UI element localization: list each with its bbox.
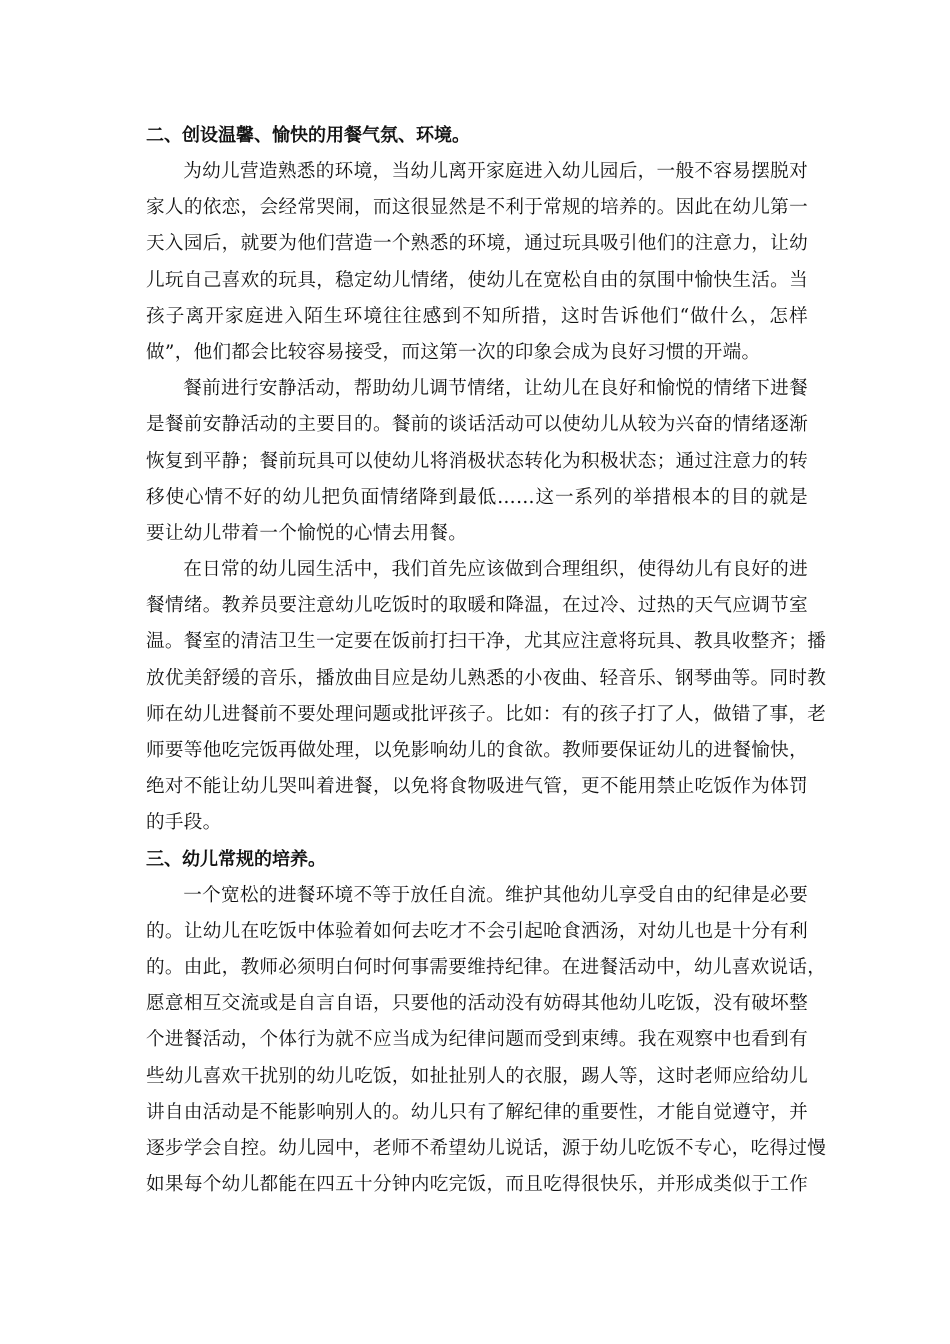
section-heading-3: 三、幼儿常规的培养。 xyxy=(146,848,326,870)
text-line: 愿意相互交流或是自言自语，只要他的活动没有妨碍其他幼儿吃饭，没有破坏整 xyxy=(146,993,808,1015)
text-line: 要让幼儿带着一个愉悦的心情去用餐。 xyxy=(146,522,468,544)
text-line: 温。餐室的清洁卫生一定要在饭前打扫干净，尤其应注意将玩具、教具收整齐；播 xyxy=(146,631,827,653)
text-line: 家人的依恋，会经常哭闹，而这很显然是不利于常规的培养的。因此在幼儿第一 xyxy=(146,197,808,219)
section-heading-2: 二、创设温馨、愉快的用餐气氛、环境。 xyxy=(146,125,470,146)
text-line: 移使心情不好的幼儿把负面情绪降到最低……这一系列的举措根本的目的就是 xyxy=(146,486,808,508)
text-line: 逐步学会自控。幼儿园中，老师不希望幼儿说话，源于幼儿吃饭不专心，吃得过慢 xyxy=(146,1137,827,1159)
paragraph xyxy=(146,154,808,371)
text-line: 师在幼儿进餐前不要处理问题或批评孩子。比如：有的孩子打了人，做错了事，老 xyxy=(146,703,827,725)
paragraph xyxy=(146,552,827,842)
text-line: 绝对不能让幼儿哭叫着进餐，以免将食物吸进气管，更不能用禁止吃饭作为体罚 xyxy=(146,776,808,798)
text-line: 儿玩自己喜欢的玩具，稳定幼儿情绪，使幼儿在宽松自由的氛围中愉快生活。当 xyxy=(146,269,808,291)
document-page xyxy=(146,118,827,1203)
text-line: 孩子离开家庭进入陌生环境往往感到不知所措，这时告诉他们“做什么，怎样 xyxy=(146,305,808,327)
paragraph xyxy=(146,878,827,1204)
text-line: 为幼儿营造熟悉的环境，当幼儿离开家庭进入幼儿园后，一般不容易摆脱对 xyxy=(183,161,808,182)
text-line: 的。让幼儿在吃饭中体验着如何去吃才不会引起呛食洒汤，对幼儿也是十分有利 xyxy=(146,920,808,942)
text-line: 如果每个幼儿都能在四五十分钟内吃完饭，而且吃得很快乐，并形成类似于工作 xyxy=(146,1174,808,1196)
text-line: 恢复到平静；餐前玩具可以使幼儿将消极状态转化为积极状态；通过注意力的转 xyxy=(146,450,808,472)
text-line: 放优美舒缓的音乐，播放曲目应是幼儿熟悉的小夜曲、轻音乐、钢琴曲等。同时教 xyxy=(146,667,827,689)
text-line: 做”，他们都会比较容易接受，而这第一次的印象会成为良好习惯的开端。 xyxy=(146,341,761,363)
text-line: 讲自由活动是不能影响别人的。幼儿只有了解纪律的重要性，才能自觉遵守，并 xyxy=(146,1101,808,1123)
text-line: 个进餐活动，个体行为就不应当成为纪律问题而受到束缚。我在观察中也看到有 xyxy=(146,1029,808,1051)
text-line: 些幼儿喜欢干扰别的幼儿吃饭，如扯扯别人的衣服，踢人等，这时老师应给幼儿 xyxy=(146,1065,808,1087)
text-line: 一个宽松的进餐环境不等于放任自流。维护其他幼儿享受自由的纪律是必要 xyxy=(183,884,808,906)
text-line: 在日常的幼儿园生活中，我们首先应该做到合理组织，使得幼儿有良好的进 xyxy=(183,559,808,581)
text-line: 师要等他吃完饭再做处理，以免影响幼儿的食欲。教师要保证幼儿的进餐愉快， xyxy=(146,740,808,761)
text-line: 天入园后，就要为他们营造一个熟悉的环境，通过玩具吸引他们的注意力，让幼 xyxy=(146,233,808,255)
text-line: 的。由此，教师必须明白何时何事需要维持纪律。在进餐活动中，幼儿喜欢说话， xyxy=(146,956,827,978)
paragraph xyxy=(146,371,808,552)
text-line: 是餐前安静活动的主要目的。餐前的谈话活动可以使幼儿从较为兴奋的情绪逐渐 xyxy=(146,414,808,436)
text-line: 餐情绪。教养员要注意幼儿吃饭时的取暖和降温，在过冷、过热的天气应调节室 xyxy=(146,595,808,617)
text-line: 餐前进行安静活动，帮助幼儿调节情绪，让幼儿在良好和愉悦的情绪下进餐 xyxy=(183,378,808,400)
text-line: 的手段。 xyxy=(146,812,222,834)
